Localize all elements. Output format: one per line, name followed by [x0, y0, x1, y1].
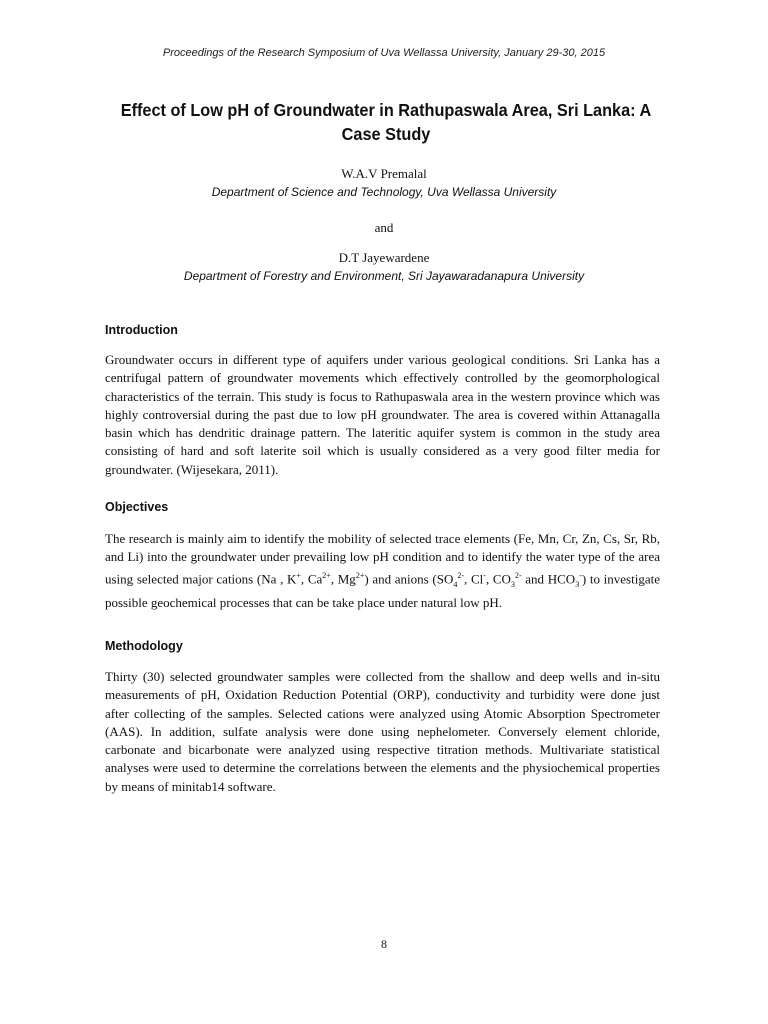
methodology-text: Thirty (30) selected groundwater samples were collected from the shallow and deep wells and in-situ measurements of pH, Oxidation Reduction Potential (ORP), conductivity and turbidity were done just after collecting of the samples. Selected cations were analyzed using Atomic Absorption Spectrometer (AAS). In addition, sulfate analysis were done using nephelometer. Conversely element chloride, carbonate and bicarbonate were analyzed using respective titration methods. Multivariate statistical analyses were used to determine the correlations between the elements and the physiochemical properties by means of minitab14 software.	[105, 669, 660, 794]
author-1-name: W.A.V Premalal	[341, 166, 427, 181]
author-2-affiliation: Department of Forestry and Environment, Sri Jayawaradanapura University	[183, 269, 585, 283]
objectives-heading: Objectives	[105, 500, 169, 514]
author-separator: and	[374, 220, 394, 235]
page-number: 8	[381, 937, 387, 951]
methodology-heading: Methodology	[105, 639, 183, 653]
running-header: Proceedings of the Research Symposium of Uva Wellassa University, January 29-30, 2015	[162, 47, 606, 59]
paper-title: Effect of Low pH of Groundwater in Rathupaswala Area, Sri Lanka: A Case Study	[120, 100, 652, 144]
introduction-text: Groundwater occurs in different type of aquifers under various geological conditions. Sri Lanka has a centrifugal pattern of groundwater movements which effectively controlled by the geomorphological characteristics of the terrain. This study is focus to Rathupaswala area in the western province which was highly controversial during the past due to low pH groundwater. The area is covered within Attanagalla basin which has dendritic drainage pattern. The lateritic aquifer system is common in the study area consisting of hard and soft laterite soil which is usually considered as a very good filter media for groundwater. (Wijesekara, 2011).	[105, 352, 660, 477]
author-2-name: D.T Jayewardene	[338, 250, 430, 265]
introduction-heading: Introduction	[105, 323, 178, 337]
objectives-text: The research is mainly aim to identify the mobility of selected trace elements (Fe, Mn, Cr, Zn, Cs, Sr, Rb, and Li) into the groundwater under prevailing low pH condition and to identify the water type of the area using selected major cations (Na , K+, $Ca^{2+}$, $Mg^{2+}$) and anions ($SO_4^{2-}$, Cl-, $CO_3^{2-}$ and $HCO_3^-$) to investigate possible geochemical processes that can be take place under natural low pH.	[105, 531, 660, 610]
author-1-affiliation: Department of Science and Technology, Uva Wellassa University	[211, 185, 557, 199]
